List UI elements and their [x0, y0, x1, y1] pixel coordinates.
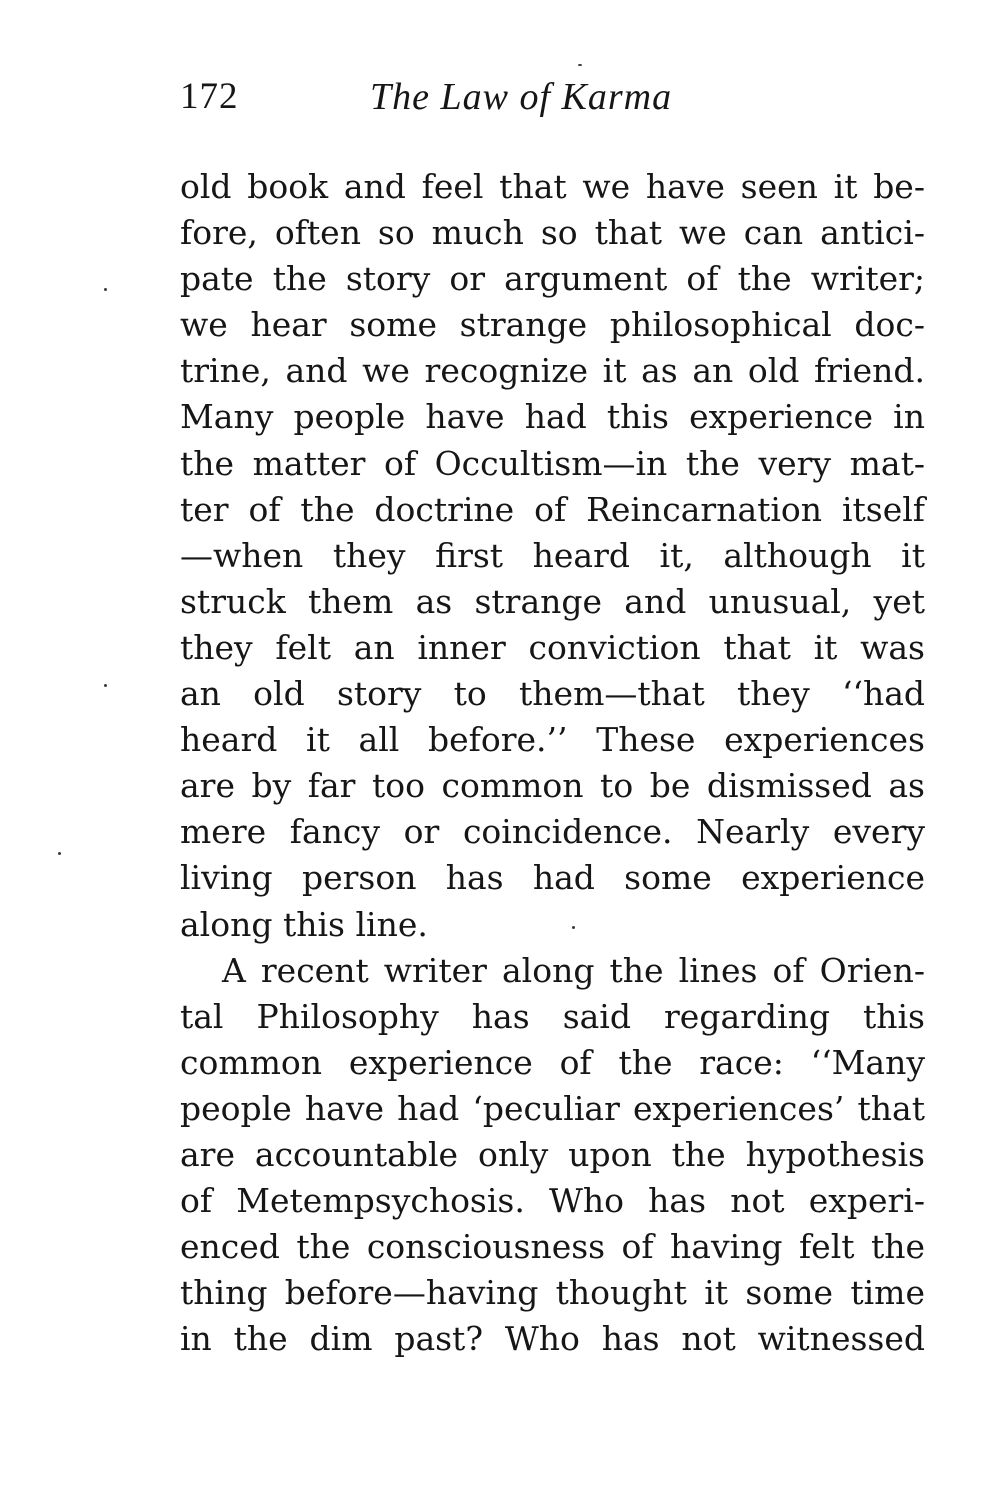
text-line: are by far too common to be dismissed as — [180, 766, 925, 806]
print-speck — [572, 926, 575, 929]
text-line: A recent writer along the lines of Orien- — [222, 950, 925, 990]
text-line: we hear some strange philosophical doc- — [180, 305, 925, 345]
running-title: The Law of Karma — [370, 76, 673, 118]
running-head — [180, 74, 740, 120]
print-speck — [104, 288, 107, 291]
text-line: tal Philosophy has said regarding this — [180, 996, 925, 1036]
text-line: living person has had some experience — [180, 858, 925, 898]
text-line: —when they first heard it, although it — [180, 535, 925, 575]
print-speck — [578, 64, 582, 66]
paragraph-1 — [180, 164, 925, 948]
print-speck — [104, 684, 107, 687]
text-line: common experience of the race: ‘‘Many — [180, 1042, 925, 1082]
print-speck — [58, 852, 61, 855]
text-line: ter of the doctrine of Reincarnation itself — [180, 489, 925, 529]
text-line: trine, and we recognize it as an old friend. — [180, 351, 925, 391]
text-line: struck them as strange and unusual, yet — [180, 581, 925, 621]
text-line: of Metempsychosis. Who has not experi- — [180, 1181, 925, 1221]
text-line: enced the consciousness of having felt the — [180, 1227, 925, 1267]
text-line: in the dim past? Who has not witnessed — [180, 1319, 925, 1359]
text-line — [180, 1362, 925, 1408]
paragraph-2 — [180, 948, 925, 1409]
text-line: thing before—having thought it some time — [180, 1273, 925, 1313]
text-line: are accountable only upon the hypothesis — [180, 1134, 925, 1174]
text-line: fore, often so much so that we can antici- — [180, 213, 925, 253]
body-text — [180, 164, 925, 1409]
page-number: 172 — [180, 76, 239, 117]
text-line: along this line. — [180, 904, 428, 944]
text-line: mere fancy or coincidence. Nearly every — [180, 812, 925, 852]
text-line: pate the story or argument of the writer; — [180, 259, 925, 299]
text-line: an old story to them—that they ‘‘had — [180, 674, 925, 714]
text-line: old book and feel that we have seen it be- — [180, 167, 925, 206]
text-line: the matter of Occultism—in the very mat- — [180, 443, 925, 483]
text-line: people have had ‘peculiar experiences’ that — [180, 1088, 925, 1128]
text-line: Many people have had this experience in — [180, 397, 925, 437]
text-line: heard it all before.’’ These experiences — [180, 720, 925, 760]
text-line: they felt an inner conviction that it was — [180, 627, 925, 667]
